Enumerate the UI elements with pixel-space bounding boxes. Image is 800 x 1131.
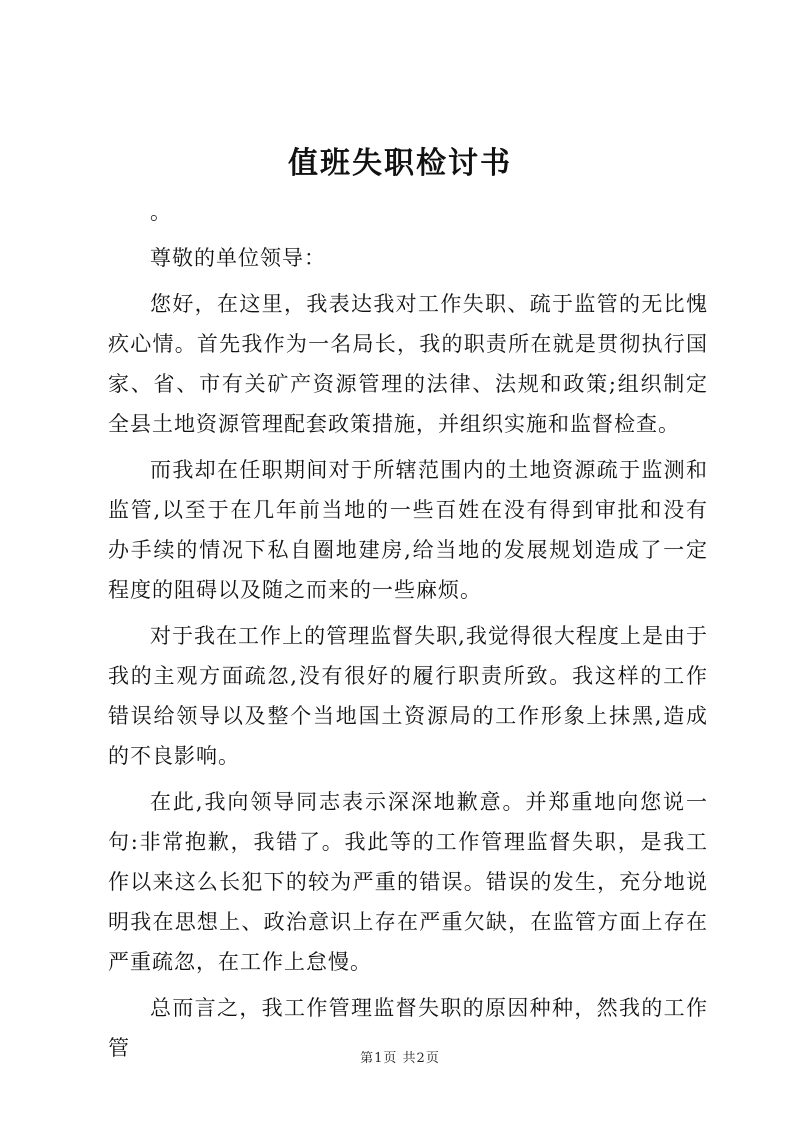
paragraph-5: 总而言之，我工作管理监督失职的原因种种，然我的工作管 — [108, 996, 708, 1060]
document-body — [108, 192, 708, 1074]
page-number-footer: 第1页 共2页 — [360, 1051, 440, 1066]
paragraph-1: 您好，在这里，我表达我对工作失职、疏于监管的无比愧疚心情。首先我作为一名局长，我的职责所在就是贯彻执行国家、省、市有关矿产资源管理的法律、法规和政策;组织制定全县土地资源管理配套政策措施，并组织实施和监督检查。 — [108, 292, 708, 436]
salutation: 尊敬的单位领导： — [150, 246, 326, 270]
paragraph-2: 而我却在任职期间对于所辖范围内的土地资源疏于监测和监管,以至于在几年前当地的一些百姓在没有得到审批和没有办手续的情况下私自圈地建房,给当地的发展规划造成了一定程度的阻碍以及随之而来的一些麻烦。 — [108, 458, 708, 602]
opening-mark: 。 — [150, 200, 172, 224]
paragraph-3: 对于我在工作上的管理监督失职,我觉得很大程度上是由于我的主观方面疏忽,没有很好的履行职责所致。我这样的工作错误给领导以及整个当地国土资源局的工作形象上抹黑,造成的不良影响。 — [108, 624, 708, 768]
paragraph-4: 在此,我向领导同志表示深深地歉意。并郑重地向您说一句:非常抱歉，我错了。我此等的工作管理监督失职，是我工作以来这么长犯下的较为严重的错误。错误的发生，充分地说明我在思想上、政治意识上存在严重欠缺，在监管方面上存在严重疏忽，在工作上怠慢。 — [108, 790, 708, 974]
document-title: 值班失职检讨书 — [288, 146, 512, 181]
